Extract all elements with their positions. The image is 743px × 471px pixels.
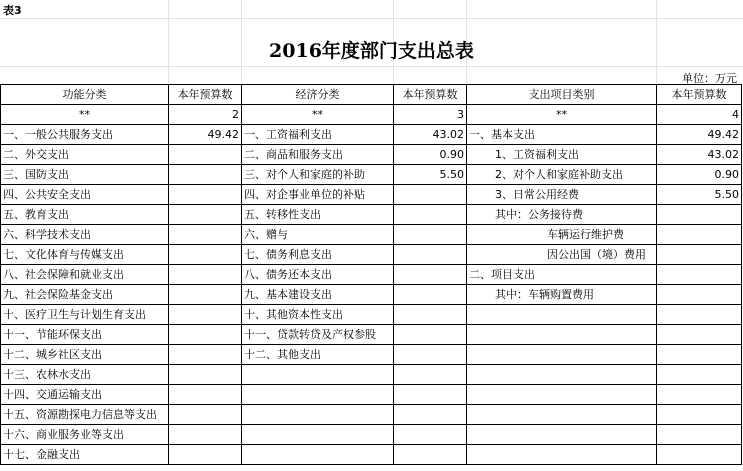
item-budget-cell[interactable]: 5.50 (657, 185, 742, 205)
item-category-cell[interactable] (467, 325, 657, 345)
item-category-cell[interactable] (467, 365, 657, 385)
item-category-cell[interactable]: 因公出国（境）费用 (467, 245, 657, 265)
economic-budget-cell[interactable] (394, 225, 467, 245)
economic-budget-cell[interactable] (394, 345, 467, 365)
function-budget-cell[interactable] (169, 225, 242, 245)
table-row (1, 145, 742, 165)
function-budget-cell[interactable] (169, 445, 242, 465)
table-row (1, 285, 742, 305)
table-row (1, 425, 742, 445)
function-category-cell[interactable]: 十、医疗卫生与计划生育支出 (1, 305, 169, 325)
item-category-cell[interactable] (467, 385, 657, 405)
header-row (1, 85, 742, 105)
economic-budget-cell[interactable]: 43.02 (394, 125, 467, 145)
unit-label: 单位：万元 (682, 72, 737, 85)
item-category-cell[interactable]: 其中：公务接待费 (467, 205, 657, 225)
economic-category-cell[interactable]: 十一、贷款转贷及产权参股 (242, 325, 394, 345)
item-category-cell[interactable] (467, 445, 657, 465)
expenditure-table (0, 84, 742, 465)
function-category-cell[interactable]: 六、科学技术支出 (1, 225, 169, 245)
item-budget-cell[interactable] (657, 385, 742, 405)
function-category-cell[interactable]: 七、文化体育与传媒支出 (1, 245, 169, 265)
function-category-cell[interactable]: 十三、农林水支出 (1, 365, 169, 385)
item-category-cell[interactable]: 二、项目支出 (467, 265, 657, 285)
item-category-cell[interactable]: ** (467, 105, 657, 125)
item-budget-cell[interactable]: 49.42 (657, 125, 742, 145)
function-category-cell[interactable]: 十五、资源勘探电力信息等支出 (1, 405, 169, 425)
page-title: 2016年度部门支出总表 (269, 40, 474, 62)
function-category-cell[interactable]: 四、公共安全支出 (1, 185, 169, 205)
item-budget-cell[interactable] (657, 445, 742, 465)
economic-category-cell[interactable]: 六、赠与 (242, 225, 394, 245)
function-budget-cell[interactable] (169, 165, 242, 185)
item-budget-cell[interactable] (657, 285, 742, 305)
economic-budget-cell[interactable] (394, 445, 467, 465)
economic-category-cell[interactable] (242, 425, 394, 445)
function-budget-cell[interactable] (169, 185, 242, 205)
economic-category-cell[interactable] (242, 365, 394, 385)
economic-category-cell[interactable]: 四、对企事业单位的补贴 (242, 185, 394, 205)
economic-category-cell[interactable] (242, 445, 394, 465)
economic-budget-cell[interactable] (394, 185, 467, 205)
item-budget-cell[interactable]: 本年预算数 (657, 85, 742, 105)
table-row (1, 405, 742, 425)
item-budget-cell[interactable] (657, 245, 742, 265)
function-budget-cell[interactable] (169, 305, 242, 325)
economic-category-cell[interactable]: 五、转移性支出 (242, 205, 394, 225)
economic-budget-cell[interactable] (394, 285, 467, 305)
economic-budget-cell[interactable] (394, 385, 467, 405)
function-budget-cell[interactable] (169, 205, 242, 225)
item-budget-cell[interactable] (657, 205, 742, 225)
function-category-cell[interactable]: 十七、金融支出 (1, 445, 169, 465)
economic-category-cell[interactable]: 十、其他资本性支出 (242, 305, 394, 325)
item-budget-cell[interactable] (657, 405, 742, 425)
item-budget-cell[interactable] (657, 225, 742, 245)
function-budget-cell[interactable] (169, 405, 242, 425)
item-budget-cell[interactable]: 0.90 (657, 165, 742, 185)
item-category-cell[interactable] (467, 345, 657, 365)
table-row (1, 245, 742, 265)
table-row (1, 345, 742, 365)
economic-budget-cell[interactable]: 本年预算数 (394, 85, 467, 105)
economic-category-cell[interactable]: 一、工资福利支出 (242, 125, 394, 145)
function-budget-cell[interactable] (169, 425, 242, 445)
function-category-cell[interactable]: 九、社会保险基金支出 (1, 285, 169, 305)
economic-budget-cell[interactable] (394, 405, 467, 425)
economic-budget-cell[interactable] (394, 425, 467, 445)
function-budget-cell[interactable]: 49.42 (169, 125, 242, 145)
function-budget-cell[interactable] (169, 285, 242, 305)
item-category-cell[interactable]: 3、日常公用经费 (467, 185, 657, 205)
table-row (1, 365, 742, 385)
function-category-cell[interactable]: 八、社会保障和就业支出 (1, 265, 169, 285)
table-row (1, 185, 742, 205)
function-category-cell[interactable]: 二、外交支出 (1, 145, 169, 165)
economic-category-cell[interactable]: 三、对个人和家庭的补助 (242, 165, 394, 185)
table-row (1, 445, 742, 465)
function-category-cell[interactable]: 十一、节能环保支出 (1, 325, 169, 345)
table-row (1, 225, 742, 245)
item-category-cell[interactable] (467, 425, 657, 445)
economic-category-cell[interactable]: 二、商品和服务支出 (242, 145, 394, 165)
table-row (1, 325, 742, 345)
table-row (1, 165, 742, 185)
function-budget-cell[interactable]: 本年预算数 (169, 85, 242, 105)
item-budget-cell[interactable] (657, 345, 742, 365)
function-budget-cell[interactable] (169, 365, 242, 385)
economic-budget-cell[interactable] (394, 365, 467, 385)
economic-budget-cell[interactable]: 3 (394, 105, 467, 125)
function-category-cell[interactable]: 十四、交通运输支出 (1, 385, 169, 405)
item-category-cell[interactable] (467, 405, 657, 425)
table-body (1, 85, 742, 465)
item-category-cell[interactable] (467, 305, 657, 325)
economic-category-cell[interactable]: 十二、其他支出 (242, 345, 394, 365)
function-budget-cell[interactable] (169, 145, 242, 165)
function-budget-cell[interactable] (169, 265, 242, 285)
economic-budget-cell[interactable] (394, 265, 467, 285)
table-row (1, 125, 742, 145)
function-category-cell[interactable]: 三、国防支出 (1, 165, 169, 185)
function-category-cell[interactable]: ** (1, 105, 169, 125)
item-budget-cell[interactable] (657, 265, 742, 285)
function-budget-cell[interactable] (169, 245, 242, 265)
economic-category-cell[interactable]: 八、债务还本支出 (242, 265, 394, 285)
item-category-cell[interactable]: 其中：车辆购置费用 (467, 285, 657, 305)
item-budget-cell[interactable]: 43.02 (657, 145, 742, 165)
item-category-cell[interactable]: 2、对个人和家庭补助支出 (467, 165, 657, 185)
item-budget-cell[interactable] (657, 305, 742, 325)
economic-budget-cell[interactable]: 0.90 (394, 145, 467, 165)
function-category-cell[interactable]: 十二、城乡社区支出 (1, 345, 169, 365)
function-budget-cell[interactable]: 2 (169, 105, 242, 125)
function-category-cell[interactable]: 功能分类 (1, 85, 169, 105)
economic-category-cell[interactable]: 九、基本建设支出 (242, 285, 394, 305)
economic-budget-cell[interactable] (394, 325, 467, 345)
economic-category-cell[interactable] (242, 385, 394, 405)
table-row (1, 205, 742, 225)
function-budget-cell[interactable] (169, 385, 242, 405)
item-category-cell[interactable]: 一、基本支出 (467, 125, 657, 145)
index-row (1, 105, 742, 125)
economic-budget-cell[interactable]: 5.50 (394, 165, 467, 185)
item-budget-cell[interactable] (657, 325, 742, 345)
economic-category-cell[interactable]: 经济分类 (242, 85, 394, 105)
table-row (1, 305, 742, 325)
item-category-cell[interactable]: 1、工资福利支出 (467, 145, 657, 165)
table-row (1, 385, 742, 405)
economic-budget-cell[interactable] (394, 305, 467, 325)
economic-category-cell[interactable]: 七、债务利息支出 (242, 245, 394, 265)
economic-budget-cell[interactable] (394, 245, 467, 265)
item-category-cell[interactable]: 支出项目类别 (467, 85, 657, 105)
item-budget-cell[interactable] (657, 365, 742, 385)
item-category-cell[interactable]: 车辆运行维护费 (467, 225, 657, 245)
sheet-label: 表3 (3, 4, 22, 17)
economic-category-cell[interactable]: ** (242, 105, 394, 125)
economic-category-cell[interactable] (242, 405, 394, 425)
economic-budget-cell[interactable] (394, 205, 467, 225)
item-budget-cell[interactable] (657, 425, 742, 445)
function-budget-cell[interactable] (169, 345, 242, 365)
item-budget-cell[interactable]: 4 (657, 105, 742, 125)
function-category-cell[interactable]: 一、一般公共服务支出 (1, 125, 169, 145)
table-row (1, 265, 742, 285)
function-category-cell[interactable]: 五、教育支出 (1, 205, 169, 225)
function-budget-cell[interactable] (169, 325, 242, 345)
function-category-cell[interactable]: 十六、商业服务业等支出 (1, 425, 169, 445)
